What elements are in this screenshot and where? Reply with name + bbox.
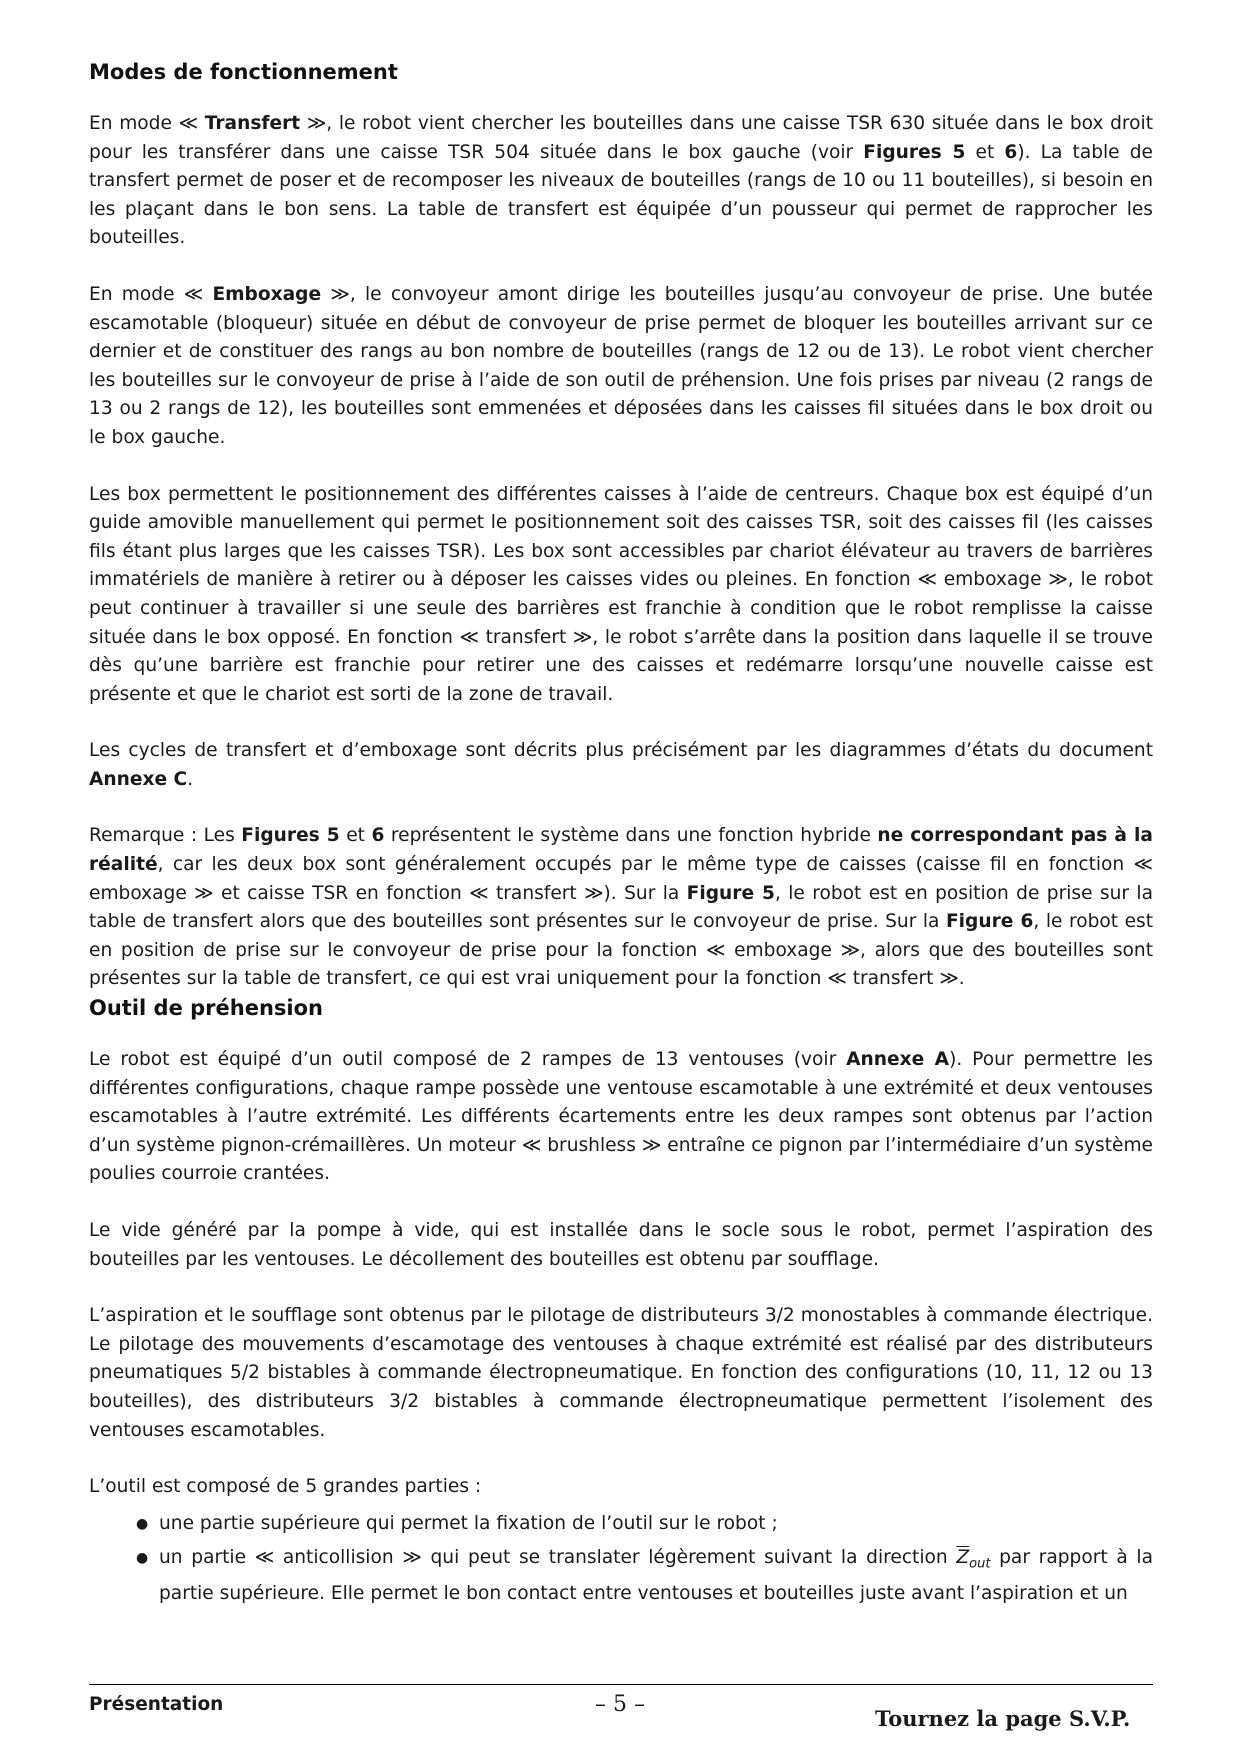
- bold-text: Annexe C: [89, 768, 188, 790]
- paragraph-aspiration: L’aspiration et le soufflage sont obtenus par le pilotage de distributeurs 3/2 monostables à commande électrique. Le pilotage des mouvements d’escamotage des ventouses à chaque extrémité est réalisé par des distributeurs pneumatiques 5/2 bistables à commande électropneumatique. En fonction des configurations (10, 11, 12 ou 13 bouteilles), des distributeurs 3/2 bistables à commande électropneumatique permettent l’isolement des ventouses escamotables.: [89, 1305, 1153, 1441]
- paragraph-box: Les box permettent le positionnement des différentes caisses à l’aide de centreurs. Chaque box est équipé d’un guide amovible manuellement qui permet le positionnement soit des caisses TSR, soit des caisses fil (les caisses fils étant plus larges que les caisses TSR). Les box sont accessibles par chariot élévateur au travers de barrières immatériels de manière à retirer ou à déposer les caisses vides ou pleines. En fonction ≪ emboxage ≫, le robot peut continuer à travailler si une seule des barrières est franchie à condition que le robot remplisse la caisse située dans le box opposé. En fonction ≪ transfert ≫, le robot s’arrête dans la position dans laquelle il se trouve dès qu’une barrière est franchie pour retirer une des caisses et redémarre lorsqu’une nouvelle caisse est présente et que le chariot est sorti de la zone de travail.: [89, 483, 1153, 705]
- bold-text: Emboxage: [212, 283, 322, 305]
- bold-text: ne correspondant pas à la réalité: [89, 825, 1153, 876]
- paragraph-parties: L’outil est composé de 5 grandes parties :: [89, 1476, 482, 1498]
- bold-text: 6: [371, 825, 385, 847]
- turn-page-note: Tournez la page S.V.P.: [875, 1706, 1131, 1731]
- paragraph-emboxage: En mode ≪ Emboxage ≫, le convoyeur amont dirige les bouteilles jusqu’au convoyeur de prise. Une butée escamotable (bloqueur) située en début de convoyeur de prise permet de bloquer les bouteilles arrivant sur ce dernier et de constituer des rangs au bon nombre de bouteilles (rangs de 12 ou de 13). Le robot vient chercher les bouteilles sur le convoyeur de prise à l’aide de son outil de préhension. Une fois prises par niveau (2 rangs de 13 ou 2 rangs de 12), les bouteilles sont emmenées et déposées dans les caisses fil situées dans le box droit ou le box gauche.: [89, 283, 1153, 448]
- bold-text: 6: [1004, 141, 1018, 163]
- list-item: ● un partie ≪ anticollision ≫ qui peut se translater légèrement suivant la direction $\overline{Z}_{out}$ par rapport à la partie supérieure. Elle permet le bon contact entre ventouses et bouteilles juste avant l’aspiration et un: [89, 1544, 1153, 1608]
- page-body: [89, 58, 1153, 1614]
- paragraph-cycles: Les cycles de transfert et d’emboxage sont décrits plus précisément par les diagrammes d’états du document Annexe C.: [89, 740, 1153, 790]
- section-title-outil: Outil de préhension: [89, 996, 323, 1021]
- vector-symbol: $\overline{Z}_{out}$: [956, 1547, 991, 1573]
- bold-text: Figure 5: [686, 882, 775, 904]
- paragraph-remarque: Remarque : Les Figures 5 et 6 représentent le système dans une fonction hybride ne correspondant pas à la réalité, car les deux box sont généralement occupés par le même type de caisses (caisse fil en fonction ≪ emboxage ≫ et caisse TSR en fonction ≪ transfert ≫). Sur la Figure 5, le robot est en position de prise sur la table de transfert alors que des bouteilles sont présentes sur le convoyeur de prise. Sur la Figure 6, le robot est en position de prise sur le convoyeur de prise pour la fonction ≪ emboxage ≫, alors que des bouteilles sont présentes sur la table de transfert, ce qui est vrai uniquement pour la fonction ≪ transfert ≫.: [89, 825, 1153, 990]
- paragraph-outil: Le robot est équipé d’un outil composé de 2 rampes de 13 ventouses (voir Annexe A). Pour permettre les différentes configurations, chaque rampe possède une ventouse escamotable à une extrémité et deux ventouses escamotables à l’autre extrémité. Les différents écartements entre les deux rampes sont obtenus par l’action d’un système pignon-crémaillères. Un moteur ≪ brushless ≫ entraîne ce pignon par l’intermédiaire d’un système poulies courroie crantées.: [89, 1049, 1153, 1185]
- bold-text: Transfert: [204, 113, 301, 134]
- section-title-modes: Modes de fonctionnement: [89, 60, 398, 84]
- parts-list: [89, 1510, 1153, 1609]
- bold-text: Annexe A: [846, 1049, 950, 1071]
- bold-text: Figures 5: [863, 141, 966, 163]
- footer-divider: [89, 1684, 1153, 1685]
- list-item: ● une partie supérieure qui permet la fixation de l’outil sur le robot ;: [89, 1510, 1153, 1539]
- bold-text: Figure 6: [945, 911, 1034, 933]
- footer-section-label: Présentation: [89, 1694, 224, 1715]
- page-number: – 5 –: [595, 1692, 645, 1717]
- bold-text: Figures 5: [241, 825, 340, 847]
- paragraph-transfert: En mode ≪ Transfert ≫, le robot vient chercher les bouteilles dans une caisse TSR 630 située dans le box droit pour les transférer dans une caisse TSR 504 située dans le box gauche (voir Figures 5 et 6). La table de transfert permet de poser et de recomposer les niveaux de bouteilles (rangs de 10 ou 11 bouteilles), si besoin en les plaçant dans le bon sens. La table de transfert est équipée d’un pousseur qui permet de rapprocher les bouteilles.: [89, 113, 1153, 249]
- paragraph-vide: Le vide généré par la pompe à vide, qui est installée dans le socle sous le robot, permet l’aspiration des bouteilles par les ventouses. Le décollement des bouteilles est obtenu par soufflage.: [89, 1220, 1153, 1270]
